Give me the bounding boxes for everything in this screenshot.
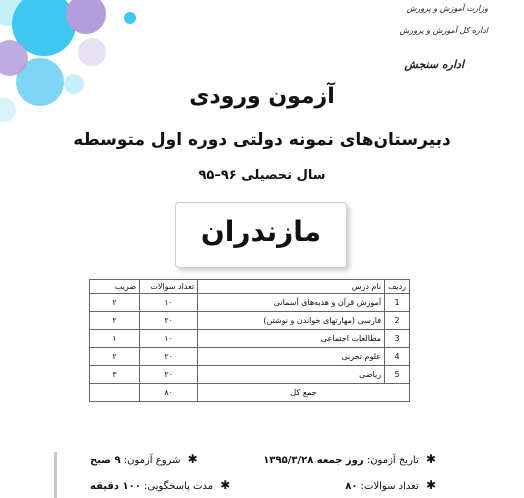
row-number: 1 [385, 294, 410, 312]
question-count: ۲۰ [140, 312, 198, 330]
subject-name: مطالعات اجتماعی [198, 330, 385, 348]
row-number: 3 [385, 330, 410, 348]
row-number: 2 [385, 312, 410, 330]
star-icon: ✱ [187, 452, 198, 466]
exam-title: آزمون ورودی [189, 84, 335, 109]
coefficient: ۱ [90, 330, 140, 348]
coefficient: ۲ [90, 294, 140, 312]
duration-value: ۱۰۰ دقیقه [90, 481, 141, 492]
exam-start-info [90, 452, 198, 466]
exam-date-info [263, 452, 436, 466]
header-coefficient: ضریب [90, 280, 140, 294]
academic-year: سال تحصیلی ۹۶–۹۵ [198, 168, 326, 183]
header-question-count: تعداد سوالات [140, 280, 198, 294]
exam-start-label: شروع آزمون: [123, 455, 181, 466]
province-name: مازندران [200, 215, 322, 248]
table-row [90, 366, 410, 384]
subject-name: علوم تجربی [198, 348, 385, 366]
exam-date-value: روز جمعه ۱۳۹۵/۳/۲۸ [263, 455, 364, 466]
exam-start-value: ۹ صبح [90, 455, 121, 466]
duration-label: مدت پاسخگویی: [144, 481, 214, 492]
subject-name: فارسی (مهارتهای خواندن و نوشتن) [198, 312, 385, 330]
coefficient: ۲ [90, 348, 140, 366]
star-icon: ✱ [220, 478, 231, 492]
question-count: ۱۰ [140, 330, 198, 348]
province-box [175, 202, 347, 268]
header-subject: نام درس [198, 280, 385, 294]
exam-subtitle: دبیرستان‌های نمونه دولتی دوره اول متوسطه [73, 130, 451, 150]
exam-date-label: تاریخ آزمون: [366, 455, 419, 466]
duration-info [90, 478, 230, 492]
table-row [90, 312, 410, 330]
ministry-line-3: اداره سنجش [404, 58, 464, 71]
table-row [90, 348, 410, 366]
question-count: ۲۰ [140, 366, 198, 384]
question-count: ۲۰ [140, 348, 198, 366]
row-number: 4 [385, 348, 410, 366]
star-icon: ✱ [425, 478, 436, 492]
star-icon: ✱ [425, 452, 436, 466]
total-question-count: ۸۰ [140, 384, 198, 402]
subject-name: آموزش قرآن و هدیه‌های آسمانی [198, 294, 385, 312]
row-number: 5 [385, 366, 410, 384]
decorative-bubbles [0, 0, 150, 130]
header-row-number: ردیف [385, 280, 410, 294]
total-label: جمع کل [198, 384, 410, 402]
subjects-table [89, 279, 410, 402]
table-row [90, 294, 410, 312]
table-total-row [90, 384, 410, 402]
question-count: ۱۰ [140, 294, 198, 312]
total-coefficient-empty [90, 384, 140, 402]
question-count-label: تعداد سوالات: [360, 481, 419, 492]
coefficient: ۲ [90, 312, 140, 330]
divider-bar [54, 452, 57, 498]
ministry-line-1: وزارت آموزش و پرورش [406, 4, 488, 13]
table-row [90, 330, 410, 348]
table-header-row [90, 280, 410, 294]
question-count-info [345, 478, 436, 492]
subject-name: ریاضی [198, 366, 385, 384]
question-count-value: ۸۰ [345, 481, 358, 492]
ministry-line-2: اداره کل آموزش و پرورش [399, 26, 488, 35]
coefficient: ۳ [90, 366, 140, 384]
